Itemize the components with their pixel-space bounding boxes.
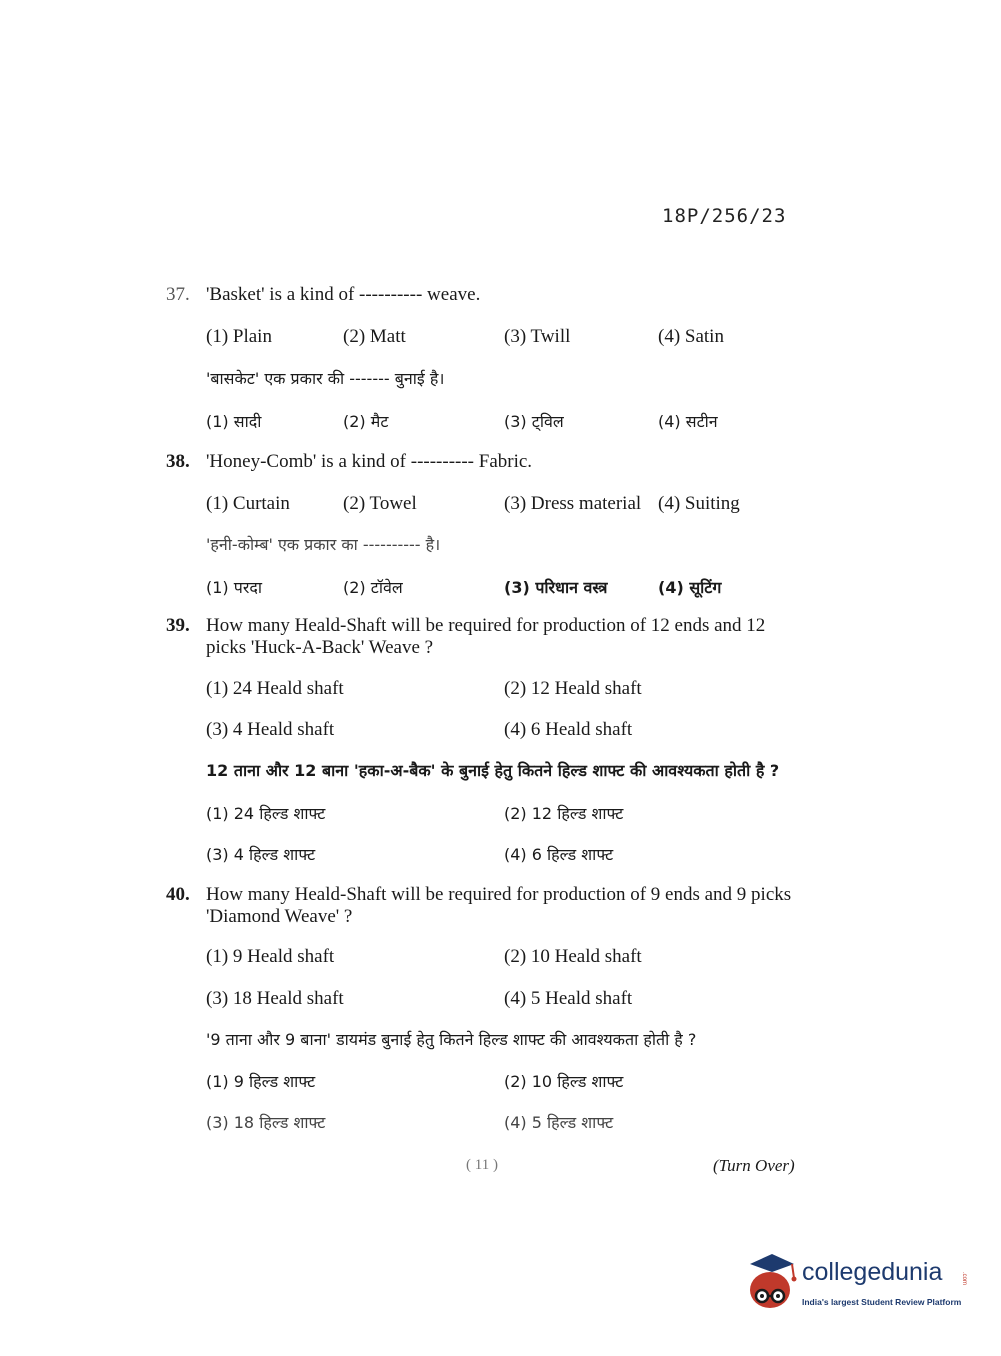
option-hi: (3) ट्विल [504, 412, 564, 431]
option-hi: (2) 12 हिल्ड शाफ्ट [504, 804, 624, 823]
option-en: (2) Towel [343, 493, 417, 514]
turn-over-label: (Turn Over) [713, 1156, 795, 1175]
option-hi: (4) सटीन [658, 412, 718, 431]
option-en: (1) Curtain [206, 493, 290, 514]
question-text-en: 'Honey-Comb' is a kind of ---------- Fabric. [206, 451, 533, 472]
brand-name: collegedunia [802, 1258, 943, 1286]
option-en: (3) 18 Heald shaft [206, 988, 344, 1009]
option-en: (1) 9 Heald shaft [206, 946, 335, 967]
mascot-icon [742, 1250, 800, 1314]
option-hi: (3) 4 हिल्ड शाफ्ट [206, 845, 316, 864]
option-en: (2) Matt [343, 326, 406, 347]
option-en: (3) Twill [504, 326, 571, 347]
collegedunia-logo [742, 1250, 972, 1320]
question-text-en: How many Heald-Shaft will be required for production of 9 ends and 9 picks 'Diamond Weave' ? [206, 884, 792, 927]
question-number: 40. [166, 884, 190, 905]
question-number: 38. [166, 451, 190, 472]
option-hi: (3) 18 हिल्ड शाफ्ट [206, 1113, 326, 1132]
option-hi: (1) 9 हिल्ड शाफ्ट [206, 1072, 316, 1091]
question-number: 37. [166, 284, 190, 305]
question-text-hi: 12 ताना और 12 बाना 'हका-अ-बैक' के बुनाई हेतु कितने हिल्ड शाफ्ट की आवश्यकता होती है ? [206, 761, 780, 780]
option-hi: (4) 5 हिल्ड शाफ्ट [504, 1113, 614, 1132]
paper-code: 18P/256/23 [662, 205, 787, 227]
option-hi: (4) सूटिंग [658, 578, 722, 597]
option-hi: (2) 10 हिल्ड शाफ्ट [504, 1072, 624, 1091]
option-en: (4) 5 Heald shaft [504, 988, 633, 1009]
option-en: (1) 24 Heald shaft [206, 678, 344, 699]
question-text-hi: 'बासकेट' एक प्रकार की ------- बुनाई है। [206, 369, 445, 388]
option-en: (1) Plain [206, 326, 272, 347]
question-text-hi: '9 ताना और 9 बाना' डायमंड बुनाई हेतु कितने हिल्ड शाफ्ट की आवश्यकता होती है ? [206, 1030, 697, 1049]
option-en: (2) 10 Heald shaft [504, 946, 642, 967]
option-hi: (2) टॉवेल [343, 578, 403, 597]
option-hi: (1) 24 हिल्ड शाफ्ट [206, 804, 326, 823]
option-en: (4) Suiting [658, 493, 740, 514]
option-hi: (1) सादी [206, 412, 262, 431]
option-hi: (4) 6 हिल्ड शाफ्ट [504, 845, 614, 864]
question-number: 39. [166, 615, 190, 636]
option-hi: (2) मैट [343, 412, 389, 431]
option-en: (4) Satin [658, 326, 724, 347]
option-en: (3) 4 Heald shaft [206, 719, 335, 740]
brand-suffix: .com [961, 1272, 967, 1286]
option-en: (3) Dress material [504, 493, 642, 514]
page-number: ( 11 ) [466, 1157, 498, 1173]
option-en: (4) 6 Heald shaft [504, 719, 633, 740]
option-hi: (1) परदा [206, 578, 263, 597]
brand-tagline: India's largest Student Review Platform [802, 1297, 962, 1307]
option-hi: (3) परिधान वस्त्र [504, 578, 608, 597]
option-en: (2) 12 Heald shaft [504, 678, 642, 699]
question-text-hi: 'हनी-कोम्ब' एक प्रकार का ---------- है। [206, 535, 441, 554]
question-text-en: How many Heald-Shaft will be required for production of 12 ends and 12 picks 'Huck-A-Back' Weave ? [206, 615, 766, 658]
question-text-en: 'Basket' is a kind of ---------- weave. [206, 284, 481, 305]
